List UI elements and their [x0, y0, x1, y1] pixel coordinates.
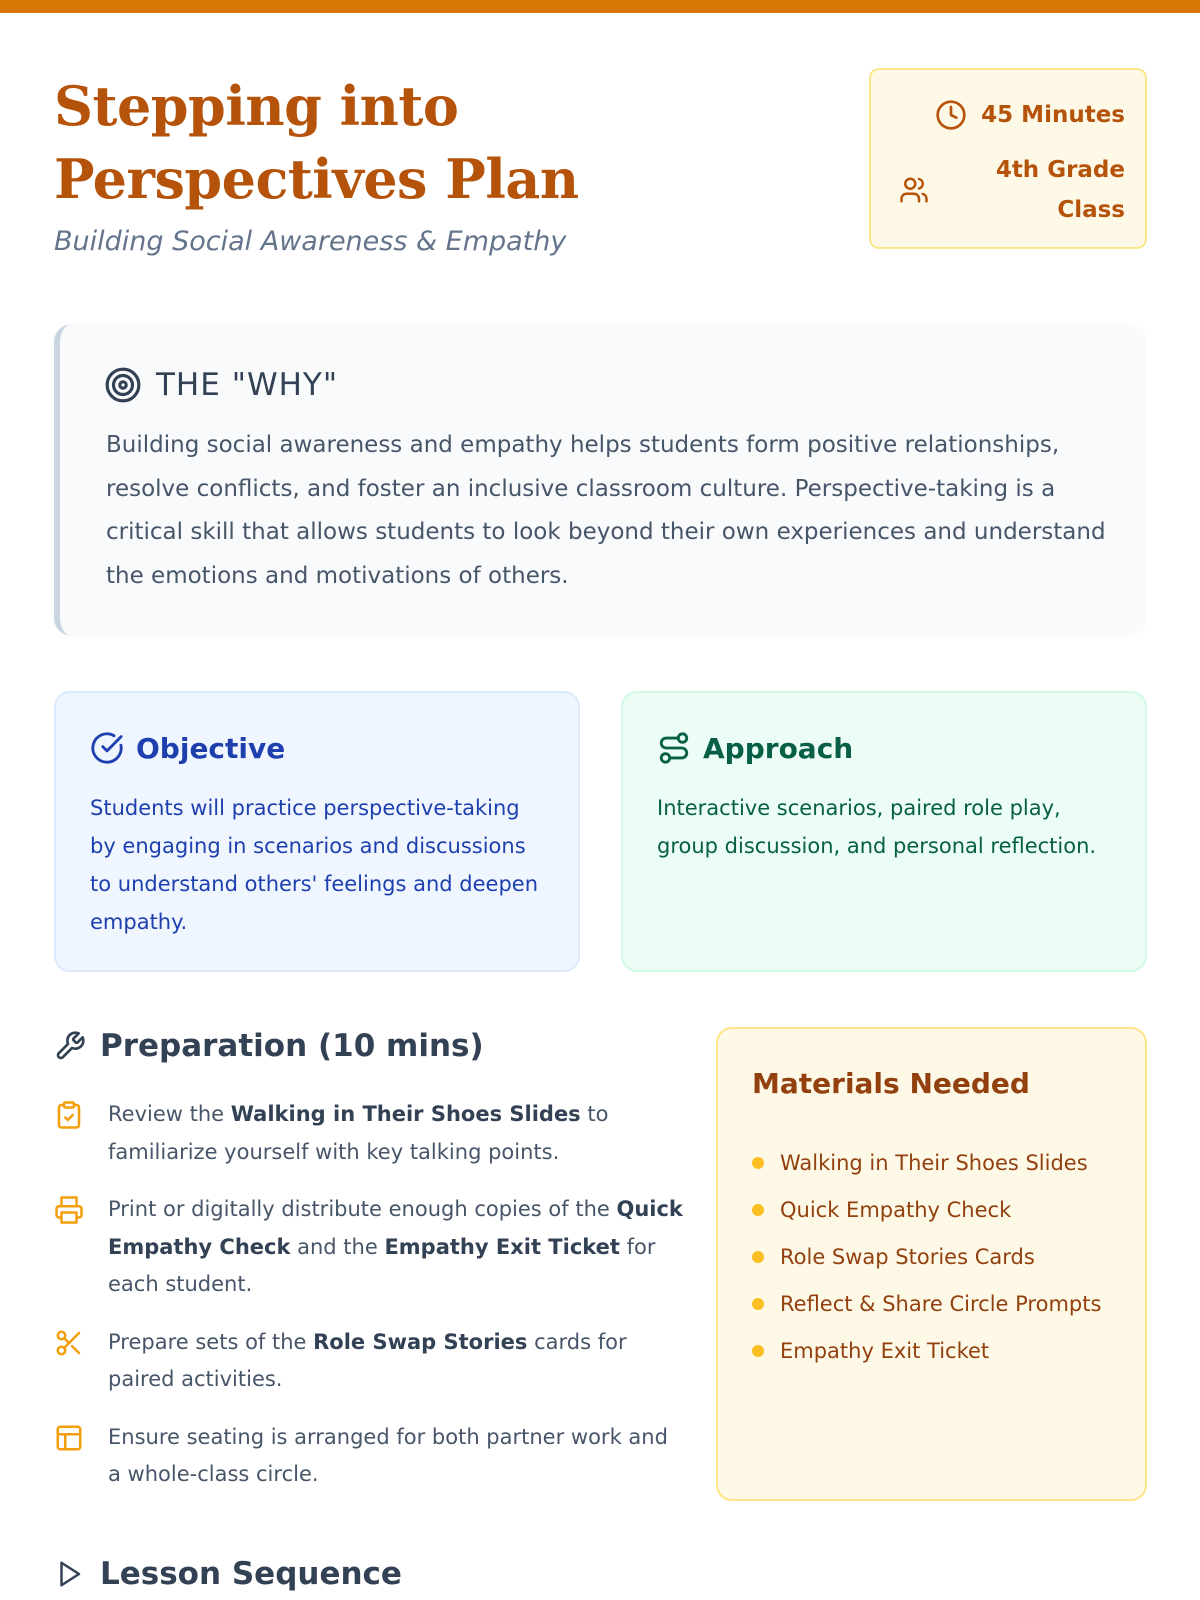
resource-name: Walking in Their Shoes Slides: [230, 1102, 581, 1126]
printer-icon: [54, 1195, 84, 1238]
why-body: Building social awareness and empathy helps students form positive relationships, resolve conflicts, and foster an inclusive classroom culture. Perspective-taking is a critical skill that allows students to look beyond their own experiences and understand the emotions and motivations of others.: [106, 432, 1106, 589]
preparation-title: Preparation (10 mins): [100, 1028, 484, 1064]
resource-name: Quick Empathy Check: [108, 1197, 683, 1259]
approach-title: Approach: [703, 731, 854, 765]
bullet-dot: [752, 1251, 764, 1263]
material-item: Quick Empathy Check: [752, 1186, 1101, 1233]
check-circle-icon: [90, 731, 124, 765]
audience-row: [899, 150, 1125, 230]
play-icon: [54, 1559, 84, 1589]
preparation-item: Review the Walking in Their Shoes Slides to familiarize yourself with key talking points.: [54, 1096, 684, 1171]
wrench-icon: [54, 1030, 86, 1062]
page-subtitle: Building Social Awareness & Empathy: [54, 226, 567, 257]
bullet-dot: [752, 1345, 764, 1357]
approach-body: Interactive scenarios, paired role play, group discussion, and personal reflection.: [657, 796, 1097, 858]
objective-title: Objective: [136, 731, 286, 765]
top-accent-bar: [0, 0, 1200, 13]
why-section: [54, 324, 1147, 636]
route-icon: [657, 731, 691, 765]
why-title: THE "WHY": [156, 367, 339, 403]
bullet-dot: [752, 1157, 764, 1169]
materials-box: [716, 1027, 1147, 1501]
lesson-sequence-heading: [54, 1556, 402, 1592]
lesson-sequence-title: Lesson Sequence: [100, 1556, 402, 1592]
target-icon: [104, 366, 142, 404]
preparation-item: Print or digitally distribute enough copies of the Quick Empathy Check and the Empathy Exit Ticket for each student.: [54, 1191, 684, 1304]
page-header: [54, 70, 834, 257]
scissors-icon: [54, 1328, 84, 1371]
material-item: Empathy Exit Ticket: [752, 1327, 1101, 1374]
why-heading: [104, 366, 338, 404]
duration-text: 45 Minutes: [981, 102, 1125, 128]
materials-title: Materials Needed: [752, 1067, 1030, 1100]
resource-name: Empathy Exit Ticket: [384, 1234, 620, 1259]
layout-icon: [54, 1423, 84, 1466]
clock-icon: [935, 99, 967, 131]
preparation-list: [54, 1096, 684, 1494]
approach-heading: [657, 731, 853, 765]
approach-card: [621, 691, 1147, 972]
bullet-dot: [752, 1298, 764, 1310]
users-icon: [899, 175, 929, 205]
preparation-item: Ensure seating is arranged for both partner work and a whole-class circle.: [54, 1419, 684, 1494]
bullet-dot: [752, 1204, 764, 1216]
clipboard-check-icon: [54, 1100, 84, 1143]
objective-body: Students will practice perspective-taking by engaging in scenarios and discussions to understand others' feelings and deepen empathy.: [90, 796, 539, 934]
audience-text: 4th Grade Class: [995, 157, 1125, 223]
lesson-meta-box: [869, 68, 1147, 249]
material-item: Walking in Their Shoes Slides: [752, 1139, 1101, 1186]
duration-row: [935, 95, 1125, 135]
objective-heading: [90, 731, 285, 765]
objective-card: [54, 691, 580, 972]
material-item: Reflect & Share Circle Prompts: [752, 1280, 1101, 1327]
materials-list: [752, 1139, 1101, 1374]
preparation-heading: [54, 1028, 484, 1064]
preparation-item: Prepare sets of the Role Swap Stories cards for paired activities.: [54, 1324, 684, 1399]
material-item: Role Swap Stories Cards: [752, 1233, 1101, 1280]
page-title: Stepping into Perspectives Plan: [54, 74, 579, 211]
resource-name: Role Swap Stories: [313, 1329, 528, 1354]
